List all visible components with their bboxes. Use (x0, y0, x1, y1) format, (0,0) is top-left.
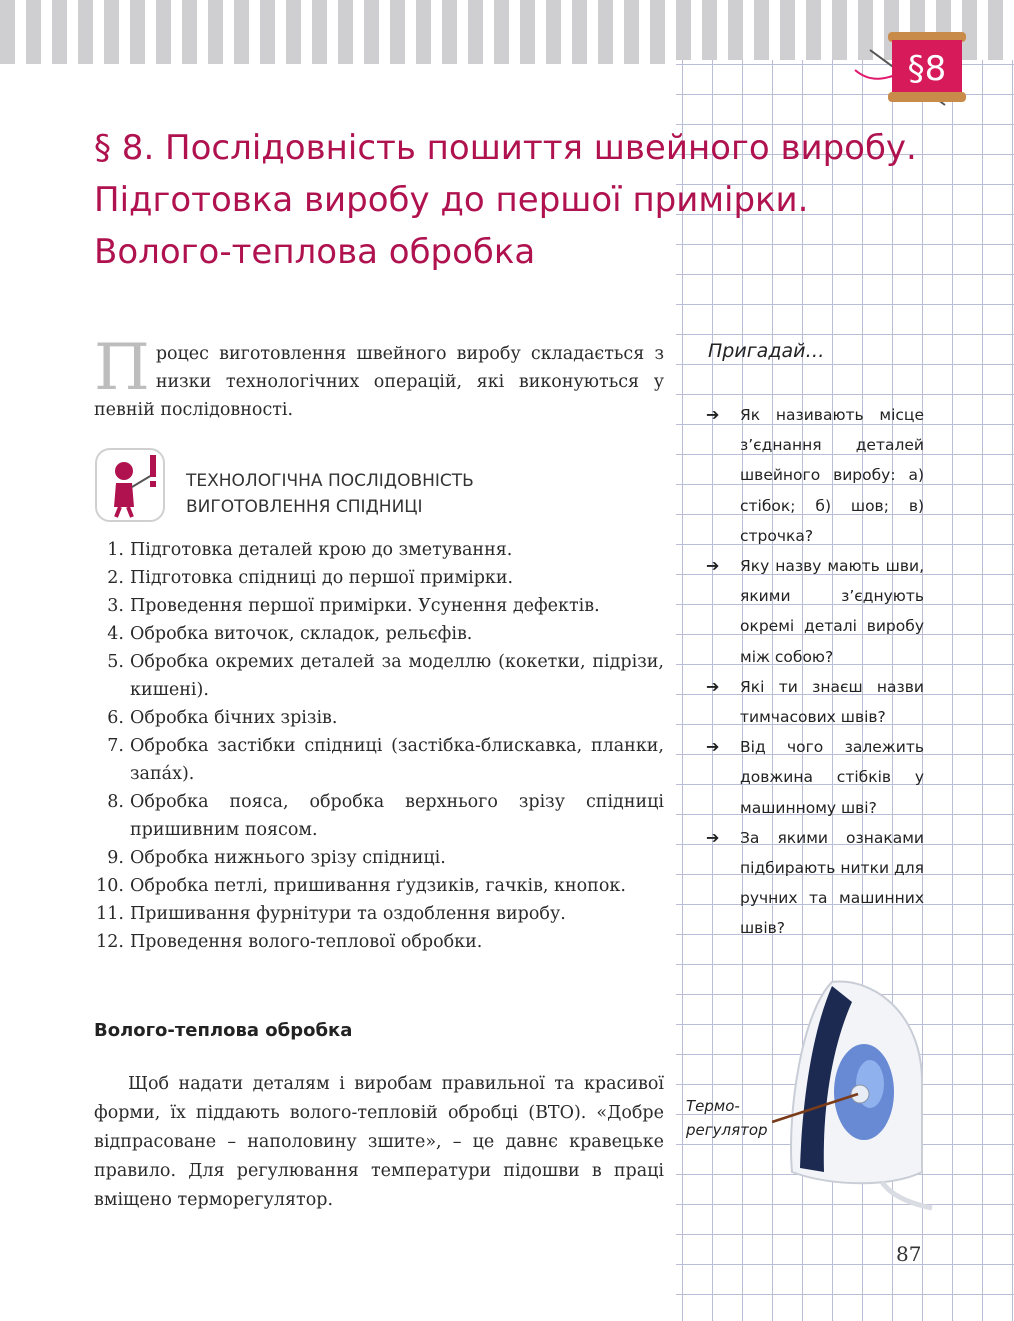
tech-heading-line-1: ТЕХНОЛОГІЧНА ПОСЛІДОВНІСТЬ (186, 471, 474, 491)
iron-icon (772, 972, 942, 1212)
step-number: 9. (107, 848, 124, 868)
list-item (94, 536, 664, 564)
body-paragraph: Щоб надати деталям і виробам правильної та красивої форми, їх піддають волого-тепловій обробці (ВТО). «Добре відпрасоване – наполовину зшите», – це давнє кравецьке правило. Для регулювання температури підошви в праці вміщено терморегулятор. (94, 1074, 664, 1210)
step-number: 7. (107, 736, 124, 756)
thread-spool-icon (850, 10, 1000, 110)
step-number: 3. (107, 596, 124, 616)
step-text: Обробка нижнього зрізу спідниці. (130, 848, 446, 868)
step-number: 11. (96, 904, 124, 924)
recall-question: Яку назву мають шви, якими з’єднують окремі деталі виробу між собою? (740, 557, 924, 666)
step-text: Обробка виточок, складок, рельєфів. (130, 624, 473, 644)
section-badge: §8 (907, 49, 947, 89)
step-number: 6. (107, 708, 124, 728)
step-number: 2. (107, 568, 124, 588)
step-number: 12. (96, 932, 124, 952)
teacher-pointer-icon (94, 447, 166, 523)
iron-thermostat-label (686, 1094, 768, 1142)
step-text: Обробка окремих деталей за моделлю (кокетки, підрізи, кишені). (130, 652, 664, 700)
list-item (94, 872, 664, 900)
arrow-icon: ➔ (706, 737, 720, 757)
arrow-icon: ➔ (706, 405, 720, 424)
recall-questions (706, 400, 924, 944)
list-item (94, 928, 664, 956)
tech-heading-line-2: ВИГОТОВЛЕННЯ СПІДНИЦІ (186, 497, 423, 517)
drop-cap: П (94, 331, 150, 405)
list-item (94, 704, 664, 732)
step-text: Обробка пояса, обробка верхнього зрізу спідниці пришивним поясом. (130, 792, 664, 840)
iron-label-line-1: Термо- (686, 1097, 740, 1115)
technology-sequence-heading (186, 468, 586, 520)
step-text: Проведення першої примірки. Усунення дефектів. (130, 596, 600, 616)
step-number: 5. (107, 652, 124, 672)
title-line-3: Волого-теплова обробка (94, 232, 536, 272)
step-text: Підготовка спідниці до першої примірки. (130, 568, 514, 588)
title-line-2: Підготовка виробу до першої примірки. (94, 180, 809, 220)
list-item (94, 788, 664, 844)
recall-question: Як називають місце з’єднання деталей швейного виробу: а) стібок; б) шов; в) строчка? (740, 406, 924, 545)
recall-question: Від чого залежить довжина стібків у машинному шві? (740, 738, 924, 817)
page-title (94, 122, 954, 278)
arrow-icon: ➔ (706, 676, 720, 696)
title-line-1: § 8. Послідовність пошиття швейного виробу. (94, 128, 917, 168)
list-item (94, 564, 664, 592)
step-text: Проведення волого-теплової обробки. (130, 932, 483, 952)
list-item (94, 592, 664, 620)
page-number: 87 (896, 1242, 922, 1266)
list-item (94, 620, 664, 648)
step-number: 4. (107, 624, 124, 644)
step-text: Обробка застібки спідниці (застібка-блискавка, планки, запáх). (130, 736, 664, 784)
step-text: Пришивання фурнітури та оздоблення виробу. (130, 904, 566, 924)
step-text: Підготовка деталей крою до зметування. (130, 540, 513, 560)
iron-label-line-2: регулятор (686, 1121, 768, 1139)
intro-paragraph (94, 331, 664, 424)
list-item (94, 732, 664, 788)
recall-question: Які ти знаєш назви тимчасових швів? (740, 677, 924, 727)
list-item (706, 400, 924, 551)
list-item (706, 732, 924, 823)
step-text: Обробка петлі, пришивання ґудзиків, гачків, кнопок. (130, 876, 626, 896)
step-number: 8. (107, 792, 124, 812)
section-subheading: Волого-теплова обробка (94, 1020, 353, 1041)
arrow-icon: ➔ (706, 827, 720, 847)
recall-question: За якими ознаками підбирають нитки для ручних та машинних швів? (740, 828, 924, 938)
recall-title: Пригадай… (708, 340, 825, 362)
list-item (706, 551, 924, 672)
list-item (706, 672, 924, 732)
step-text: Обробка бічних зрізів. (130, 708, 338, 728)
arrow-icon: ➔ (706, 556, 720, 576)
list-item (706, 823, 924, 944)
step-number: 10. (96, 876, 124, 896)
list-item (94, 844, 664, 872)
step-number: 1. (107, 540, 124, 560)
steps-list (94, 536, 664, 956)
list-item (94, 900, 664, 928)
list-item (94, 648, 664, 704)
intro-text: роцес виготовлення швейного виробу складається з низки технологічних операцій, які виконуються у певній послідовності. (94, 344, 664, 420)
